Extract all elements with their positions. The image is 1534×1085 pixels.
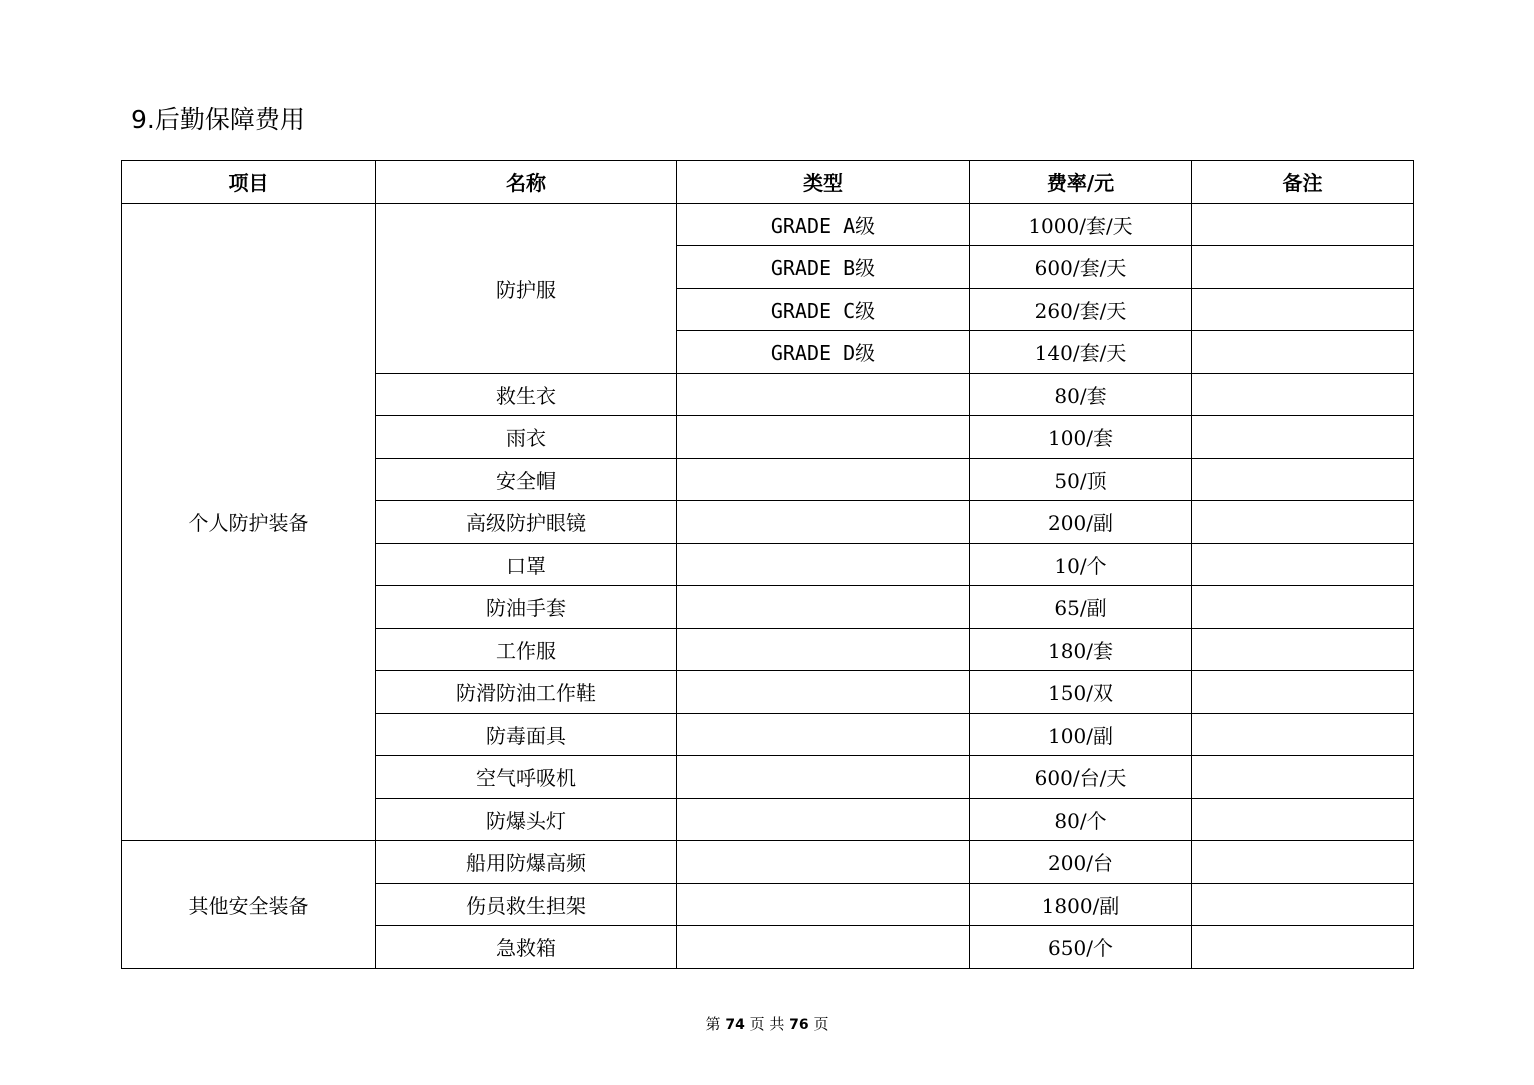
name-cell: 伤员救生担架 xyxy=(376,883,677,926)
type-cell xyxy=(677,373,970,416)
type-cell xyxy=(677,926,970,969)
note-cell xyxy=(1192,713,1414,756)
total-pages-number: 76 xyxy=(789,1017,809,1033)
table-header-row xyxy=(122,161,1414,204)
rate-cell: 10/个 xyxy=(970,543,1192,586)
current-page-number: 74 xyxy=(725,1017,745,1033)
name-cell: 雨衣 xyxy=(376,416,677,459)
footer-middle: 页 共 xyxy=(749,1015,785,1033)
type-cell: GRADE B级 xyxy=(677,246,970,289)
name-cell: 防毒面具 xyxy=(376,713,677,756)
section-title: 9.后勤保障费用 xyxy=(131,105,305,134)
note-cell xyxy=(1192,288,1414,331)
note-cell xyxy=(1192,203,1414,246)
note-cell xyxy=(1192,501,1414,544)
rate-cell: 600/套/天 xyxy=(970,246,1192,289)
rate-cell: 200/台 xyxy=(970,841,1192,884)
logistics-cost-table xyxy=(121,160,1414,969)
type-cell xyxy=(677,798,970,841)
note-cell xyxy=(1192,586,1414,629)
rate-cell: 80/个 xyxy=(970,798,1192,841)
type-cell xyxy=(677,671,970,714)
rate-cell: 50/顶 xyxy=(970,458,1192,501)
type-cell: GRADE A级 xyxy=(677,203,970,246)
name-cell: 救生衣 xyxy=(376,373,677,416)
rate-cell: 1000/套/天 xyxy=(970,203,1192,246)
type-cell xyxy=(677,543,970,586)
rate-cell: 65/副 xyxy=(970,586,1192,629)
type-cell xyxy=(677,586,970,629)
rate-cell: 140/套/天 xyxy=(970,331,1192,374)
header-name: 名称 xyxy=(376,161,677,204)
type-cell xyxy=(677,883,970,926)
page-footer xyxy=(0,1013,1534,1036)
rate-cell: 150/双 xyxy=(970,671,1192,714)
rate-cell: 1800/副 xyxy=(970,883,1192,926)
name-cell: 防爆头灯 xyxy=(376,798,677,841)
type-cell xyxy=(677,416,970,459)
footer-prefix: 第 xyxy=(705,1015,721,1033)
header-note: 备注 xyxy=(1192,161,1414,204)
note-cell xyxy=(1192,458,1414,501)
type-cell xyxy=(677,841,970,884)
note-cell xyxy=(1192,331,1414,374)
name-cell: 防护服 xyxy=(376,203,677,373)
note-cell xyxy=(1192,756,1414,799)
header-rate: 费率/元 xyxy=(970,161,1192,204)
rate-cell: 650/个 xyxy=(970,926,1192,969)
type-cell: GRADE D级 xyxy=(677,331,970,374)
note-cell xyxy=(1192,543,1414,586)
rate-cell: 600/台/天 xyxy=(970,756,1192,799)
name-cell: 工作服 xyxy=(376,628,677,671)
name-cell: 船用防爆高频 xyxy=(376,841,677,884)
note-cell xyxy=(1192,926,1414,969)
rate-cell: 260/套/天 xyxy=(970,288,1192,331)
name-cell: 高级防护眼镜 xyxy=(376,501,677,544)
note-cell xyxy=(1192,373,1414,416)
type-cell xyxy=(677,458,970,501)
type-cell xyxy=(677,756,970,799)
name-cell: 空气呼吸机 xyxy=(376,756,677,799)
header-item: 项目 xyxy=(122,161,376,204)
table-row xyxy=(122,203,1414,246)
note-cell xyxy=(1192,671,1414,714)
rate-cell: 100/套 xyxy=(970,416,1192,459)
note-cell xyxy=(1192,628,1414,671)
name-cell: 急救箱 xyxy=(376,926,677,969)
rate-cell: 100/副 xyxy=(970,713,1192,756)
note-cell xyxy=(1192,246,1414,289)
note-cell xyxy=(1192,883,1414,926)
group-cell-other: 其他安全装备 xyxy=(122,841,376,969)
type-cell xyxy=(677,501,970,544)
name-cell: 防滑防油工作鞋 xyxy=(376,671,677,714)
rate-cell: 200/副 xyxy=(970,501,1192,544)
type-cell: GRADE C级 xyxy=(677,288,970,331)
rate-cell: 80/套 xyxy=(970,373,1192,416)
note-cell xyxy=(1192,798,1414,841)
group-cell-ppe: 个人防护装备 xyxy=(122,203,376,841)
table-row xyxy=(122,841,1414,884)
header-type: 类型 xyxy=(677,161,970,204)
type-cell xyxy=(677,628,970,671)
note-cell xyxy=(1192,841,1414,884)
name-cell: 防油手套 xyxy=(376,586,677,629)
footer-suffix: 页 xyxy=(813,1015,829,1033)
rate-cell: 180/套 xyxy=(970,628,1192,671)
name-cell: 口罩 xyxy=(376,543,677,586)
name-cell: 安全帽 xyxy=(376,458,677,501)
type-cell xyxy=(677,713,970,756)
note-cell xyxy=(1192,416,1414,459)
